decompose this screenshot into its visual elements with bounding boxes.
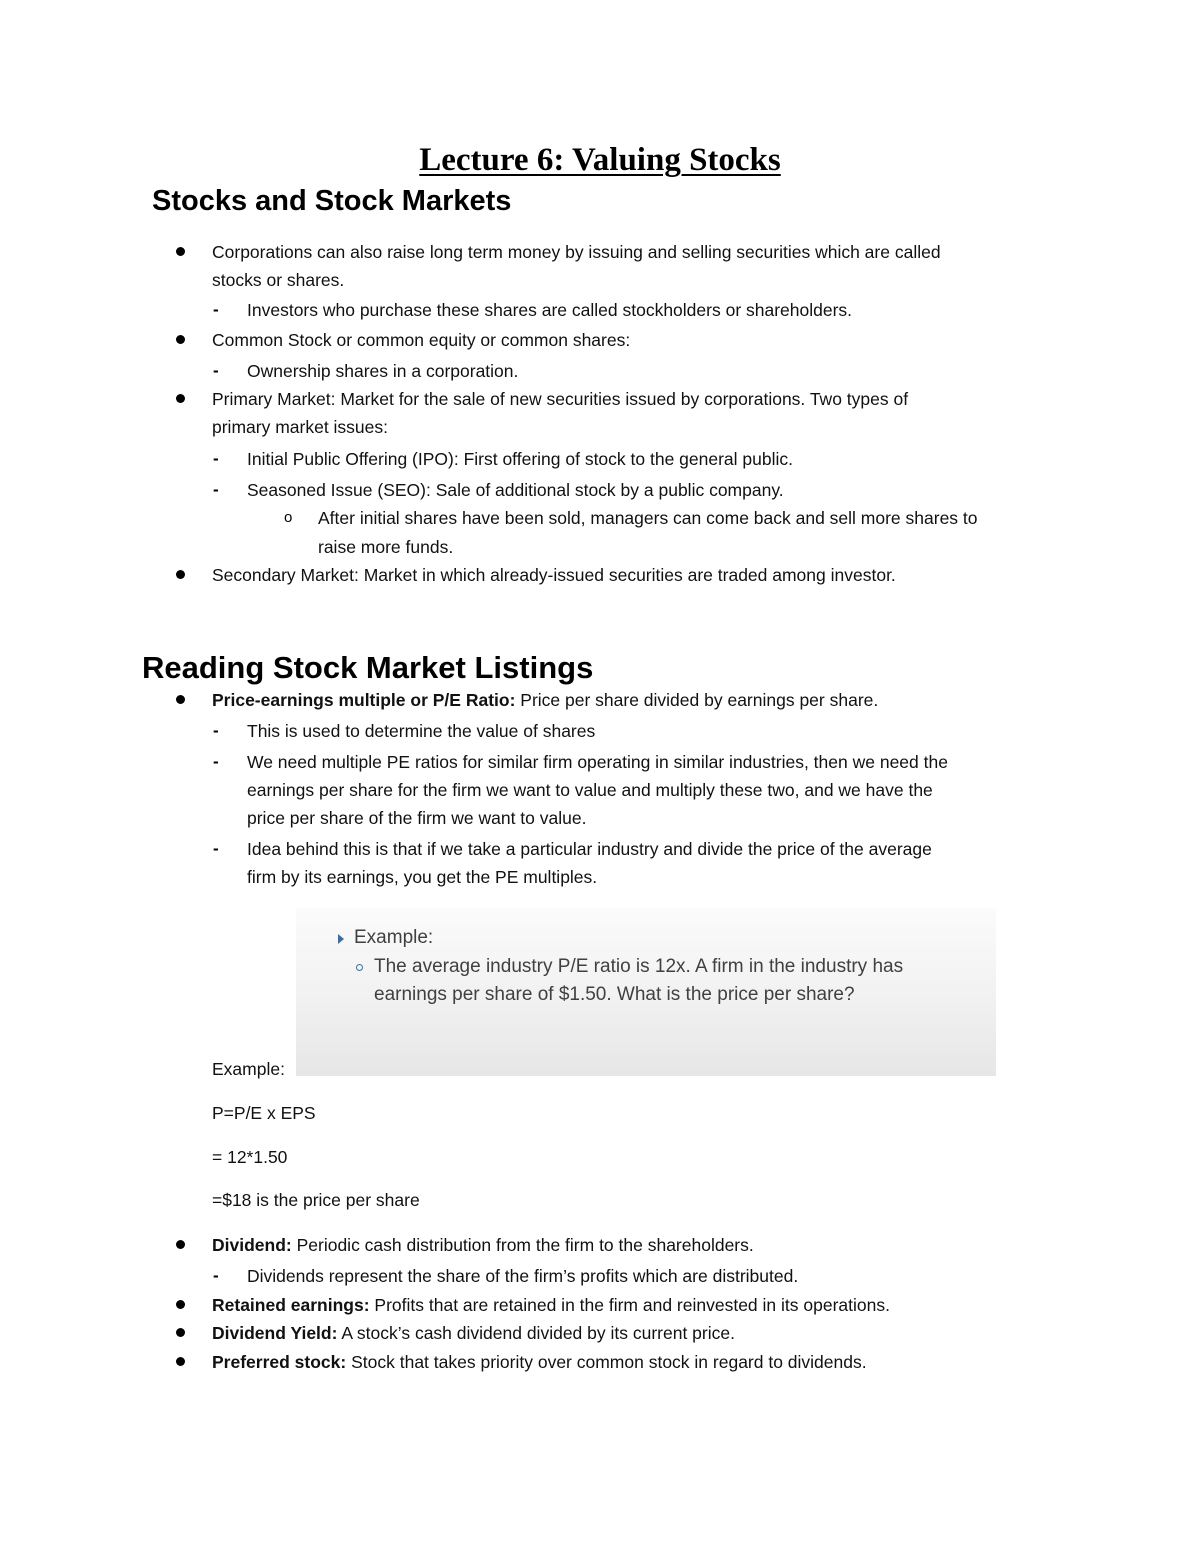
sub-bullet-text: price per share of the firm we want to value. — [247, 808, 587, 828]
bullet-text: Common Stock or common equity or common shares: — [212, 330, 631, 350]
sub-bullet-text: firm by its earnings, you get the PE multiples. — [247, 867, 598, 887]
bullet-icon — [176, 695, 185, 704]
page-title: Lecture 6: Valuing Stocks — [419, 142, 781, 178]
calc-line: =$18 is the price per share — [212, 1190, 420, 1210]
sub-sub-bullet-text: raise more funds. — [318, 537, 454, 557]
bullet-icon — [176, 1357, 185, 1366]
definition-preferred-stock: Stock that takes priority over common stock in regard to dividends. — [346, 1352, 867, 1372]
calc-line: P=P/E x EPS — [212, 1103, 316, 1123]
dash-icon: - — [213, 300, 219, 319]
term-retained-earnings: Retained earnings: — [212, 1295, 370, 1315]
bullet-icon — [176, 570, 185, 579]
sub-bullet-text: earnings per share for the firm we want to value and multiply these two, and we have the — [247, 780, 933, 800]
bullet-text: stocks or shares. — [212, 270, 345, 290]
sub-bullet-text: Idea behind this is that if we take a particular industry and divide the price of the average — [247, 839, 932, 859]
dash-icon: - — [213, 752, 219, 771]
slide-text: The average industry P/E ratio is 12x. A firm in the industry has — [374, 956, 904, 977]
term-pe-ratio: Price-earnings multiple or P/E Ratio: — [212, 690, 516, 710]
slide-text: earnings per share of $1.50. What is the price per share? — [374, 984, 855, 1005]
sub-bullet-text: Dividends represent the share of the firm’s profits which are distributed. — [247, 1266, 799, 1286]
dash-icon: - — [213, 480, 219, 499]
term-dividend-yield: Dividend Yield: — [212, 1323, 338, 1343]
dash-icon: - — [213, 361, 219, 380]
example-slide-image — [296, 908, 996, 1076]
definition-dividend-yield: A stock’s cash dividend divided by its current price. — [337, 1323, 735, 1343]
term-preferred-stock: Preferred stock: — [212, 1352, 347, 1372]
bullet-text — [212, 1233, 754, 1257]
sub-bullet-text: This is used to determine the value of shares — [247, 721, 596, 741]
bullet-icon — [176, 1328, 185, 1337]
sub-bullet-text: Seasoned Issue (SEO): Sale of additional stock by a public company. — [247, 480, 784, 500]
circle-bullet-icon: o — [284, 509, 293, 526]
section-heading-listings: Reading Stock Market Listings — [142, 650, 594, 685]
sub-bullet-text: Ownership shares in a corporation. — [247, 361, 519, 381]
bullet-icon — [176, 394, 185, 403]
definition-retained-earnings: Profits that are retained in the firm and reinvested in its operations. — [369, 1295, 890, 1315]
bullet-text: Corporations can also raise long term money by issuing and selling securities which are called — [212, 242, 941, 262]
bullet-text: Primary Market: Market for the sale of new securities issued by corporations. Two types of — [212, 389, 909, 409]
bullet-text: primary market issues: — [212, 417, 389, 437]
ring-bullet-icon — [356, 964, 363, 971]
sub-bullet-text: Investors who purchase these shares are called stockholders or shareholders. — [247, 300, 853, 320]
bullet-text — [212, 1293, 890, 1317]
term-dividend: Dividend: — [212, 1235, 292, 1255]
example-label: Example: — [212, 1059, 285, 1079]
slide-title: Example: — [354, 927, 434, 948]
definition-pe-ratio: Price per share divided by earnings per share. — [515, 690, 879, 710]
dash-icon: - — [213, 1266, 219, 1285]
section-heading-stocks-markets: Stocks and Stock Markets — [152, 185, 512, 217]
bullet-text — [212, 688, 878, 712]
dash-icon: - — [213, 839, 219, 858]
dash-icon: - — [213, 449, 219, 468]
definition-dividend: Periodic cash distribution from the firm to the shareholders. — [291, 1235, 754, 1255]
bullet-text — [212, 1321, 735, 1345]
calc-line: = 12*1.50 — [212, 1147, 288, 1167]
bullet-icon — [176, 247, 185, 256]
sub-bullet-text: We need multiple PE ratios for similar firm operating in similar industries, then we need the — [247, 752, 948, 772]
triangle-bullet-icon — [338, 934, 344, 944]
bullet-icon — [176, 1300, 185, 1309]
bullet-icon — [176, 335, 185, 344]
bullet-icon — [176, 1240, 185, 1249]
bullet-text: Secondary Market: Market in which already-issued securities are traded among investor. — [212, 565, 896, 585]
sub-sub-bullet-text: After initial shares have been sold, managers can come back and sell more shares to — [318, 508, 978, 528]
bullet-text — [212, 1350, 867, 1374]
sub-bullet-text: Initial Public Offering (IPO): First offering of stock to the general public. — [247, 449, 793, 469]
dash-icon: - — [213, 721, 219, 740]
